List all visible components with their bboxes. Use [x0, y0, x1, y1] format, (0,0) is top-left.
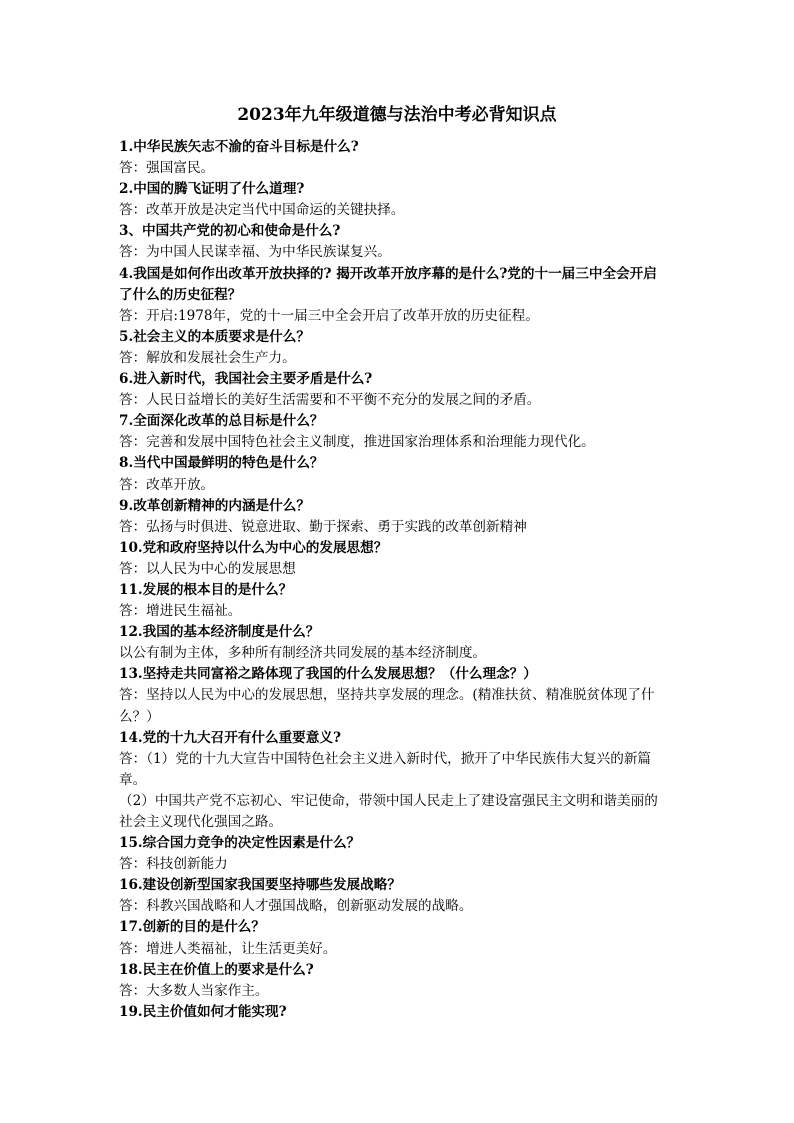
question-line: 12.我国的基本经济制度是什么？ [119, 624, 320, 641]
answer-line: 答：为中国人民谋幸福、为中华民族谋复兴。 [119, 244, 391, 261]
document-body [119, 137, 679, 1023]
answer-line: 答：科技创新能力 [119, 856, 228, 873]
question-line: 15.综合国力竞争的决定性因素是什么？ [119, 835, 361, 852]
answer-line: 答：改革开放。 [119, 476, 215, 493]
question-line: 2.中国的腾飞证明了什么道理? [119, 181, 305, 198]
answer-line: 答：弘扬与时俱进、锐意进取、勤于探索、勇于实践的改革创新精神 [119, 518, 527, 535]
question-line: 14.党的十九大召开有什么重要意义? [119, 729, 341, 746]
question-line: 7.全面深化改革的总目标是什么？ [119, 413, 324, 430]
question-line: 11.发展的根本目的是什么？ [119, 581, 293, 598]
answer-line: 答：强国富民。 [119, 160, 215, 177]
question-line: 18.民主在价值上的要求是什么? [119, 961, 314, 978]
answer-line: 答：坚持以人民为中心的发展思想，坚持共享发展的理念。(精准扶贫、精准脱贫体现了什 [119, 687, 655, 704]
question-line: 4.我国是如何作出改革开放抉择的? 揭开改革开放序幕的是什么?党的十一届三中全会开启 [119, 265, 657, 282]
question-line: 1.中华民族矢志不渝的奋斗目标是什么? [119, 139, 359, 155]
answer-line: （2）中国共产党不忘初心、牢记使命，带领中国人民走上了建设富强民主文明和谐美丽的 [119, 792, 658, 809]
answer-line: 答：增进人类福祉，让生活更美好。 [119, 940, 337, 957]
question-line: 13.坚持走共同富裕之路体现了我国的什么发展思想？（什么理念？） [119, 666, 537, 683]
question-line: 16.建设创新型国家我国要坚持哪些发展战略？ [119, 877, 401, 894]
answer-line: 答：以人民为中心的发展思想 [119, 560, 296, 577]
answer-line: 以公有制为主体，多种所有制经济共同发展的基本经济制度。 [119, 645, 487, 662]
question-line: 5.社会主义的本质要求是什么？ [119, 328, 310, 345]
answer-line: 答：开启:1978年，党的十一届三中全会开启了改革开放的历史征程。 [119, 307, 539, 324]
question-line: 3、中国共产党的初心和使命是什么? [119, 223, 341, 240]
question-line: 了什么的历史征程？ [119, 286, 242, 303]
question-line: 17.创新的目的是什么？ [119, 919, 265, 936]
question-line: 10.党和政府坚持以什么为中心的发展思想？ [119, 539, 388, 556]
answer-line: 答：（1）党的十九大宣告中国特色社会主义进入新时代，掀开了中华民族伟大复兴的新篇 [119, 750, 652, 767]
answer-line: 社会主义现代化强国之路。 [119, 814, 283, 830]
question-line: 8.当代中国最鲜明的特色是什么？ [119, 455, 324, 472]
answer-line: 答：人民日益增长的美好生活需要和不平衡不充分的发展之间的矛盾。 [119, 392, 541, 409]
answer-line: 答：大多数人当家作主。 [119, 982, 269, 999]
document-title: 2023年九年级道德与法治中考必背知识点 [237, 105, 557, 125]
answer-line: 答：科教兴国战略和人才强国战略，创新驱动发展的战略。 [119, 898, 473, 915]
answer-line: 答：改革开放是决定当代中国命运的关键抉择。 [119, 202, 405, 219]
answer-line: 答：解放和发展社会生产力。 [119, 349, 296, 366]
answer-line: 么？） [119, 708, 160, 725]
question-line: 6.进入新时代，我国社会主要矛盾是什么? [119, 371, 373, 388]
answer-line: 章。 [119, 771, 147, 788]
answer-line: 答：增进民生福祉。 [119, 603, 242, 620]
answer-line: 答：完善和发展中国特色社会主义制度，推进国家治理体系和治理能力现代化。 [119, 434, 595, 451]
question-line: 9.改革创新精神的内涵是什么？ [119, 497, 310, 514]
question-line: 19.民主价值如何才能实现? [119, 1003, 287, 1020]
